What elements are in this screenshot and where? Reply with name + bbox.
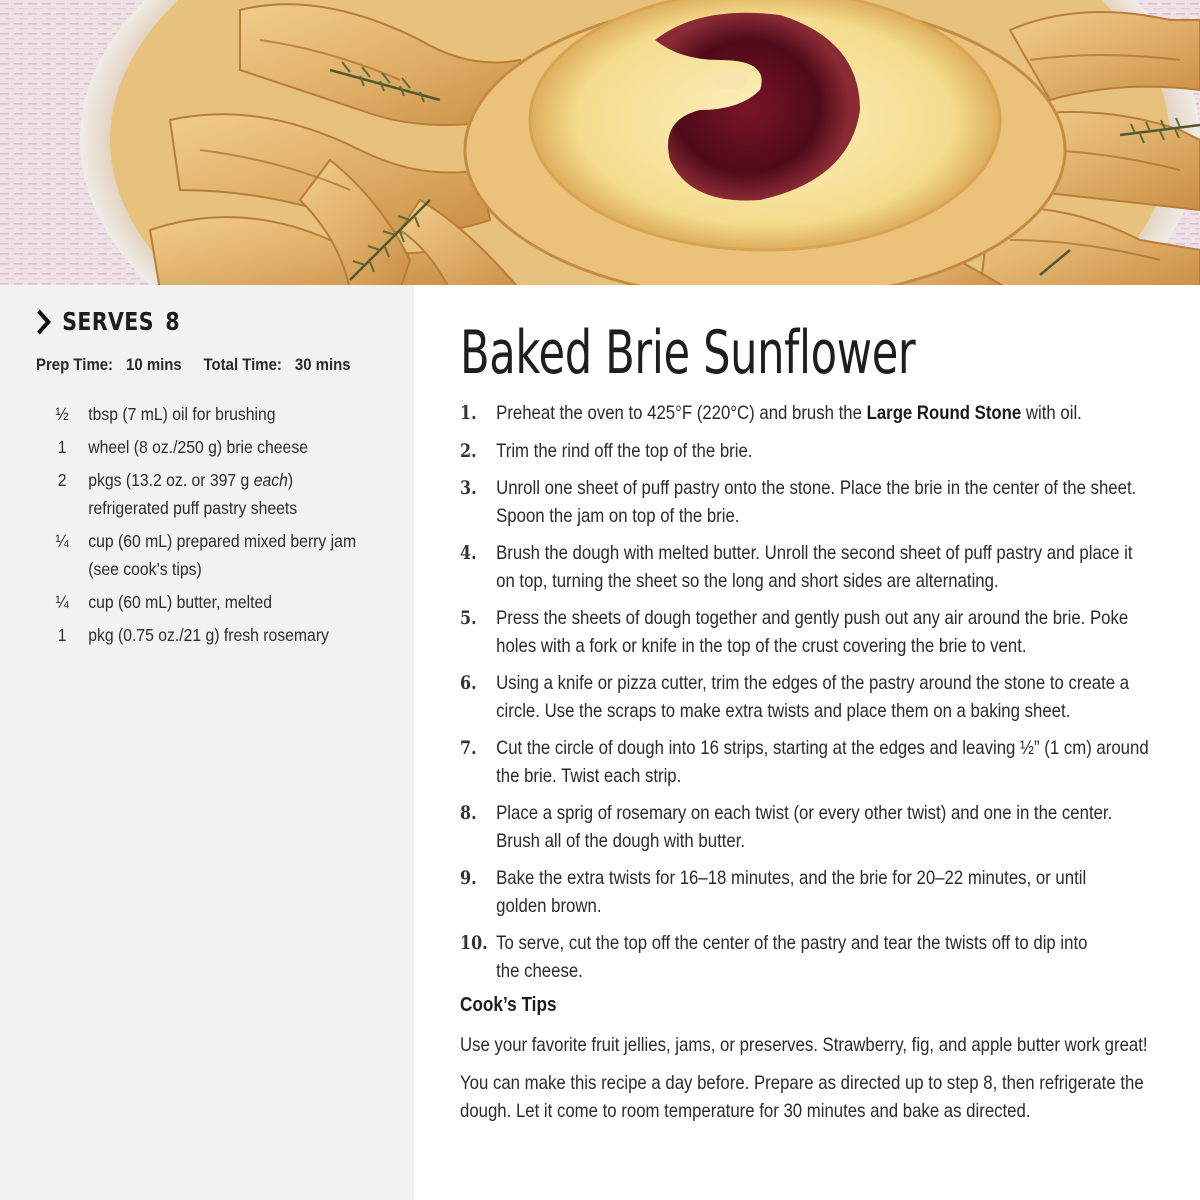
prep-time: Prep Time: 10 mins xyxy=(36,355,182,374)
instruction-step xyxy=(460,438,1163,466)
baked-brie-image xyxy=(0,0,1200,285)
serves-label: SERVES xyxy=(62,307,154,336)
step-number: 3. xyxy=(460,478,477,499)
step-text: Brush the dough with melted butter. Unroll the second sheet of puff pastry and place it on top, turning the sheet so the long and short sides are alternating. xyxy=(496,542,1133,592)
step-text: Press the sheets of dough together and gently push out any air around the brie. Poke holes with a fork or knife in the top of the crust covering the brie to vent. xyxy=(496,607,1129,657)
step-number: 7. xyxy=(460,738,477,759)
step-number: 8. xyxy=(460,803,477,824)
step-text: Cut the circle of dough into 16 strips, starting at the edges and leaving ½” (1 cm) around the brie. Twist each strip. xyxy=(496,737,1149,787)
ingredient-item xyxy=(36,527,396,583)
instruction-step xyxy=(460,670,1163,725)
instruction-step xyxy=(460,605,1163,660)
step-text: Using a knife or pizza cutter, trim the edges of the pastry around the stone to create a circle. Use the scraps to make extra twists and place them on a baking sheet. xyxy=(496,672,1130,722)
ingredient-quantity: 2 xyxy=(57,470,67,490)
step-text: Place a sprig of rosemary on each twist (or every other twist) and one in the center. Brush all of the dough with butter. xyxy=(496,802,1113,852)
ingredient-item xyxy=(36,433,396,461)
step-text: To serve, cut the top off the center of the pastry and tear the twists off to dip into the cheese. xyxy=(496,932,1088,982)
ingredient-quantity: 1 xyxy=(57,437,67,457)
ingredient-quantity: ¼ xyxy=(55,592,69,612)
instruction-list xyxy=(460,400,1200,995)
ingredient-description: cup (60 mL) prepared mixed berry jam (see cook’s tips) xyxy=(88,531,357,579)
ingredient-description: wheel (8 oz./250 g) brie cheese xyxy=(88,437,308,457)
instruction-step xyxy=(460,735,1163,790)
cooks-tips-heading: Cook’s Tips xyxy=(460,994,557,1016)
ingredient-item xyxy=(36,466,396,522)
chevron-right-icon xyxy=(36,309,51,335)
step-text: Unroll one sheet of puff pastry onto the stone. Place the brie in the center of the sheet. Spoon the jam on top of the brie. xyxy=(496,477,1137,527)
ingredient-list xyxy=(36,400,396,654)
ingredient-description: pkgs (13.2 oz. or 397 g each) refrigerated puff pastry sheets xyxy=(88,470,298,518)
instruction-step xyxy=(460,475,1163,530)
time-info xyxy=(36,355,368,375)
step-number: 5. xyxy=(460,608,477,629)
step-number: 1. xyxy=(460,403,477,424)
total-time: Total Time: 30 mins xyxy=(203,355,351,374)
instruction-step xyxy=(460,540,1163,595)
cooks-tip: You can make this recipe a day before. Prepare as directed up to step 8, then refrigerate the dough. Let it come to room temperature for 30 minutes and bake as directed. xyxy=(460,1072,1144,1122)
step-number: 4. xyxy=(460,543,477,564)
instruction-step xyxy=(460,800,1163,855)
ingredient-description: pkg (0.75 oz./21 g) fresh rosemary xyxy=(88,625,329,645)
step-number: 9. xyxy=(460,868,477,889)
ingredient-item xyxy=(36,621,396,649)
hero-photo xyxy=(0,0,1200,285)
instruction-step xyxy=(460,865,1163,920)
instruction-step xyxy=(460,400,1163,428)
step-number: 2. xyxy=(460,440,477,462)
serves-count: 8 xyxy=(165,307,181,336)
ingredient-description: tbsp (7 mL) oil for brushing xyxy=(88,404,276,424)
step-text: Preheat the oven to 425°F (220°C) and brush the Large Round Stone with oil. xyxy=(496,402,1082,424)
recipe-title: Baked Brie Sunflower xyxy=(460,318,916,388)
step-number: 10. xyxy=(460,933,488,954)
step-number: 6. xyxy=(460,673,477,694)
step-text: Trim the rind off the top of the brie. xyxy=(496,439,753,462)
ingredient-item xyxy=(36,588,396,616)
serves-heading xyxy=(36,307,180,336)
ingredient-quantity: 1 xyxy=(57,625,67,645)
ingredient-quantity: ½ xyxy=(55,404,69,424)
instruction-step xyxy=(460,930,1163,985)
ingredient-description: cup (60 mL) butter, melted xyxy=(88,592,273,612)
ingredient-item xyxy=(36,400,396,428)
step-text: Bake the extra twists for 16–18 minutes, and the brie for 20–22 minutes, or until golden brown. xyxy=(496,867,1087,917)
ingredient-quantity: ¼ xyxy=(55,531,69,551)
cooks-tip: Use your favorite fruit jellies, jams, or preserves. Strawberry, fig, and apple butter work great! xyxy=(460,1034,1148,1056)
